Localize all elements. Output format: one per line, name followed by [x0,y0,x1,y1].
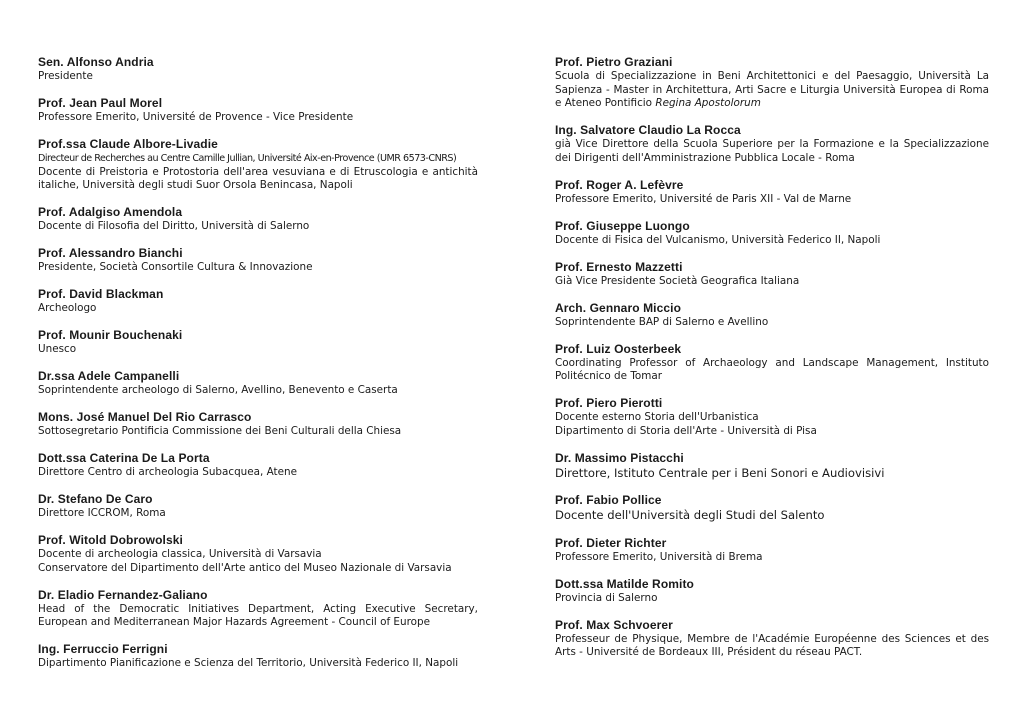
member-name: Prof. Dieter Richter [555,535,667,550]
member-role: Soprintendente BAP di Salerno e Avellino [555,315,769,328]
member-entry [555,396,989,438]
member-name: Prof. Piero Pierotti [555,396,663,411]
member-name: Dr. Stefano De Caro [38,492,153,507]
member-entry [38,55,478,84]
member-entry [555,577,989,606]
member-role: Provincia di Salerno [555,591,658,604]
member-name: Prof. Alessandro Bianchi [38,246,183,261]
member-entry [38,451,478,480]
member-name: Prof. Witold Dobrowolski [38,533,183,548]
member-name: Dott.ssa Caterina De La Porta [38,451,210,466]
member-role: Direttore Centro di archeologia Subacquea, Atene [38,466,297,479]
member-name: Prof. Roger A. Lefèvre [555,177,684,192]
member-role: Directeur de Recherches au Centre Camille Jullian, Université Aix-en-Provence (UMR 6573-CNRS) [38,152,457,164]
member-role: Presidente [38,70,93,82]
member-entry [555,451,989,481]
member-entry [38,137,478,193]
member-entry [555,219,989,248]
member-role: Coordinating Professor of Archaeology and Landscape Management, Instituto Politécnico de Tomar [555,356,989,383]
member-name: Prof. Luiz Oosterbeek [555,341,682,356]
member-role: Professore Emerito, Università di Brema [555,550,763,563]
member-role-text: Scuola di Specializzazione in Beni Architettonici e del Paesaggio, Università La Sapienza - Master in Architettura, Arti Sacre e Liturgia Università Europea di Roma e Ateneo Pontificio [555,70,989,110]
member-role: Presidente, Società Consortile Cultura & Innovazione [38,261,313,274]
member-name: Sen. Alfonso Andria [38,55,154,69]
member-name: Arch. Gennaro Miccio [555,300,682,315]
member-name: Dr. Massimo Pistacchi [555,450,684,465]
member-role: Professeur de Physique, Membre de l'Académie Européenne des Sciences et des Arts - Université de Bordeaux III, Président du réseau PACT. [555,632,989,659]
member-name: Dr. Eladio Fernandez-Galiano [38,587,208,602]
member-name: Prof. David Blackman [38,287,164,302]
member-role: Docente dell'Università degli Studi del Salento [555,508,825,523]
member-name: Prof.ssa Claude Albore-Livadie [38,136,218,151]
member-role: Professore Emerito, Université de Paris XII - Val de Marne [555,192,852,205]
member-role: già Vice Direttore della Scuola Superiore per la Formazione e la Specializzazione dei Dirigenti dell'Amministrazione Pubblica Locale - Roma [555,138,989,164]
member-entry [38,287,478,316]
member-role: Direttore ICCROM, Roma [38,507,166,520]
member-role: Docente esterno Storia dell'Urbanistica [555,411,759,424]
member-role: Dipartimento Pianificazione e Scienza del Territorio, Università Federico II, Napoli [38,657,459,670]
member-entry [38,492,478,521]
member-entry [555,536,989,565]
member-role: Archeologo [38,302,97,315]
member-role: Head of the Democratic Initiatives Department, Acting Executive Secretary, European and Mediterranean Major Hazards Agreement - Council of Europe [38,602,478,629]
member-role: Già Vice Presidente Società Geografica Italiana [555,274,800,287]
member-name: Prof. Giuseppe Luongo [555,218,690,233]
member-name: Prof. Jean Paul Morel [38,95,163,110]
member-entry [555,178,989,207]
member-role: Sottosegretario Pontificia Commissione dei Beni Culturali della Chiesa [38,425,402,438]
member-entry [555,123,989,165]
member-role: Docente di Fisica del Vulcanismo, Università Federico II, Napoli [555,233,881,246]
member-role: Conservatore del Dipartimento dell'Arte antico del Museo Nazionale di Varsavia [38,561,452,574]
member-name: Prof. Ernesto Mazzetti [555,259,683,274]
member-entry [38,642,478,671]
member-entry [555,342,989,384]
member-role: Docente di archeologia classica, Università di Varsavia [38,548,322,561]
member-entry [555,260,989,289]
member-name: Ing. Salvatore Claudio La Rocca [555,123,741,138]
member-name: Dr.ssa Adele Campanelli [38,369,180,384]
member-name: Prof. Fabio Pollice [555,493,662,508]
member-name: Prof. Max Schvoerer [555,617,673,632]
member-name: Prof. Mounir Bouchenaki [38,328,183,343]
member-role: Docente di Filosofia del Diritto, Università di Salerno [38,220,310,233]
member-entry [38,588,478,630]
member-entry [38,96,478,125]
member-name: Mons. José Manuel Del Rio Carrasco [38,410,252,425]
member-role: Unesco [38,343,77,356]
member-entry [38,205,478,234]
right-column [555,55,989,672]
member-entry [555,618,989,660]
member-role: Direttore, Istituto Centrale per i Beni Sonori e Audiovisivi [555,465,885,480]
member-role: Docente di Preistoria e Protostoria dell'area vesuviana e di Etruscologia e antichità italiche, Università degli studi Suor Orsola Benincasa, Napoli [38,165,478,192]
member-role: Soprintendente archeologo di Salerno, Avellino, Benevento e Caserta [38,384,398,397]
member-name: Ing. Ferruccio Ferrigni [38,642,168,657]
member-name: Dott.ssa Matilde Romito [555,576,694,591]
member-entry [38,328,478,357]
member-entry [555,55,989,111]
member-entry [555,301,989,330]
member-entry [38,246,478,275]
member-role: Professore Emerito, Université de Provence - Vice Presidente [38,110,354,123]
member-entry [38,533,478,575]
member-role [555,70,989,111]
member-entry [38,410,478,439]
member-entry [555,493,989,523]
member-entry [38,369,478,398]
member-name: Prof. Adalgiso Amendola [38,205,183,220]
member-name: Prof. Pietro Graziani [555,55,673,69]
member-role: Dipartimento di Storia dell'Arte - Università di Pisa [555,424,817,437]
member-role-italic: Regina Apostolorum [655,97,761,110]
left-column [38,55,478,683]
